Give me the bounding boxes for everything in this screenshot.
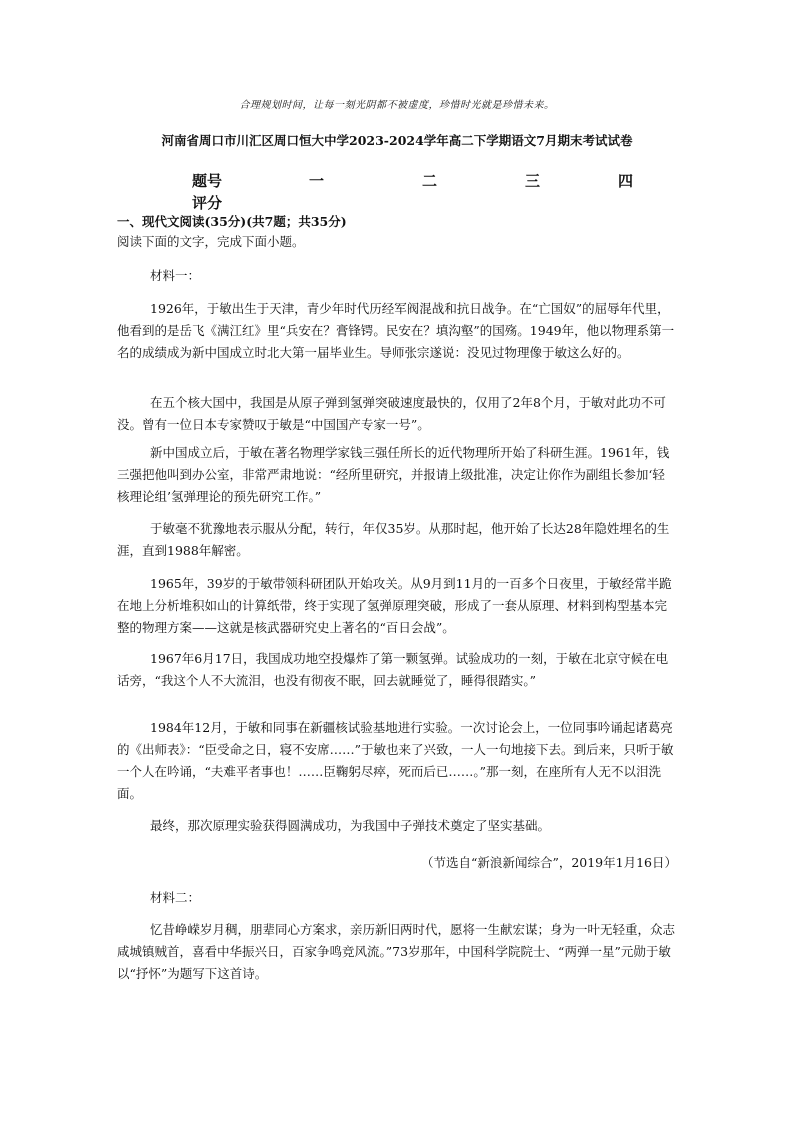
paragraph-5: 1965年，39岁的于敏带领科研团队开始攻关。从9月到11月的一百多个日夜里，于敏经常半跪在地上分析堆积如山的计算纸带，终于实现了氢弹原理突破，形成了一套从原理、材料到构型基本完整的物理方案——这就是核武器研究史上著名的“百日会战”。 (117, 576, 672, 635)
material-1-source: （节选自“新浪新闻综合”，2019年1月16日） (421, 855, 677, 870)
score-table-col-2: 二 (422, 172, 438, 190)
paragraph-3: 新中国成立后，于敏在著名物理学家钱三强任所长的近代物理所开始了科研生涯。1961年，钱三强把他叫到办公室，非常严肃地说：“经所里研究，并报请上级批准，决定让你作为副组长参加‘轻核理论组’氢弹理论的预先研究工作。” (117, 445, 670, 504)
material-1-paragraph (117, 717, 677, 805)
paragraph-8: 最终，那次原理实验获得圆满成功，为我国中子弹技术奠定了坚实基础。 (150, 818, 551, 833)
paragraph-6: 1967年6月17日，我国成功地空投爆炸了第一颗氢弹。试验成功的一刻，于敏在北京守候在电话旁，“我这个人不大流泪，也没有彻夜不眠，回去就睡觉了，睡得很踏实。” (117, 651, 669, 688)
header-motto: 合理规划时间，让每一刻光阴都不被虚度，珍惜时光就是珍惜未来。 (239, 100, 555, 111)
exam-title: 河南省周口市川汇区周口恒大中学2023-2024学年高二下学期语文7月期末考试试卷 (161, 133, 633, 148)
score-table-score-label: 评分 (192, 194, 223, 212)
material-2-label: 材料二： (150, 890, 201, 905)
paragraph-1: 1926年，于敏出生于天津，青少年时代历经军阀混战和抗日战争。在“亡国奴”的屈辱年代里，他看到的是岳飞《满江红》里“兵安在？膏锋锷。民安在？填沟壑”的国殇。1949年，他以物理系第一名的成绩成为新中国成立时北大第一届毕业生。导师张宗遂说：没见过物理像于敏这么好的。 (117, 301, 675, 360)
score-table-header-label: 题号 (192, 172, 223, 190)
paragraph-2: 在五个核大国中，我国是从原子弹到氢弹突破速度最快的，仅用了2年8个月，于敏对此功不可没。曾有一位日本专家赞叹于敏是“中国国产专家一号”。 (117, 395, 666, 432)
material-2-paragraph (117, 919, 677, 985)
material-1-label: 材料一： (150, 268, 201, 283)
score-table-col-3: 三 (525, 172, 541, 190)
score-table-col-4: 四 (618, 172, 634, 190)
material-1-paragraph (117, 442, 677, 508)
poem-paragraph: 忆昔峥嵘岁月稠，朋辈同心方案求，亲历新旧两时代，愿将一生献宏谋；身为一叶无轻重，众志咸城镇贼首，喜看中华振兴日，百家争鸣竞风流。”73岁那年，中国科学院院士、“两弹一星”元勋于敏以“抒怀”为题写下这首诗。 (117, 922, 676, 981)
material-1-paragraph (117, 573, 677, 639)
material-1-paragraph (117, 518, 677, 562)
section-heading: 一、现代文阅读(35分)(共7题；共35分) (117, 214, 347, 229)
material-1-paragraph (117, 392, 677, 436)
paragraph-4: 于敏毫不犹豫地表示服从分配，转行，年仅35岁。从那时起，他开始了长达28年隐姓埋名的生涯，直到1988年解密。 (117, 521, 670, 558)
section-instruction: 阅读下面的文字，完成下面小题。 (117, 234, 305, 249)
score-table-col-1: 一 (309, 172, 325, 190)
material-1-paragraph (117, 815, 677, 837)
material-1-paragraph (117, 648, 677, 692)
material-1-paragraph (117, 298, 677, 364)
paragraph-7: 1984年12月，于敏和同事在新疆核试验基地进行实验。一次讨论会上，一位同事吟诵起诸葛亮的《出师表》：“臣受命之日，寝不安席……”于敏也来了兴致，一人一句地接下去。到后来，只听于敏一个人在吟诵，“夫难平者事也！……臣鞠躬尽瘁，死而后已……。”那一刻，在座所有人无不以泪洗面。 (117, 720, 674, 801)
